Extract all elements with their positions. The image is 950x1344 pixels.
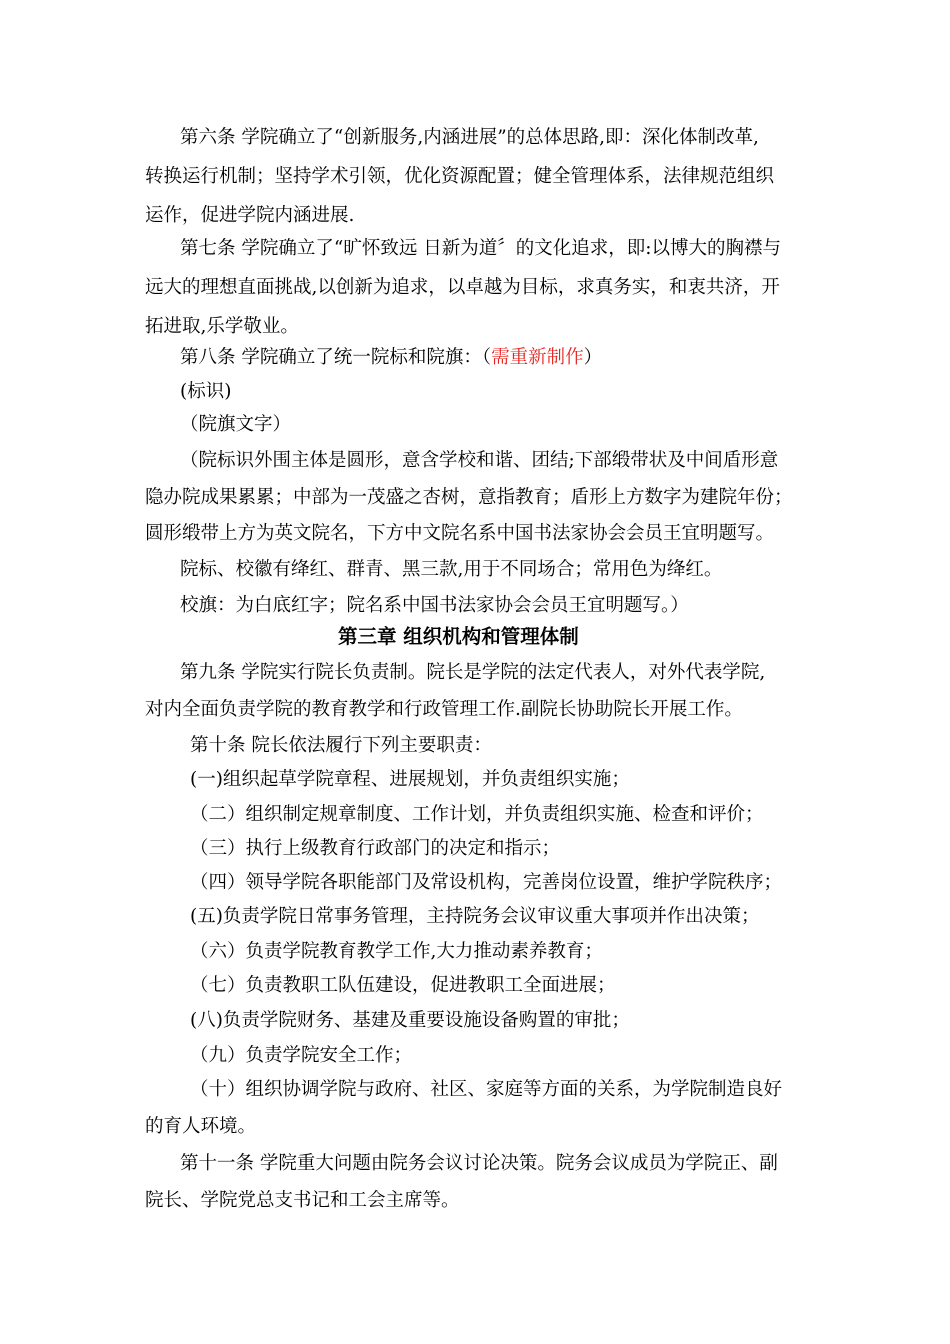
article-10-intro: 第十条 院长依法履行下列主要职责： (190, 735, 492, 756)
logo-colors-line: 院标、校徽有绛红、群青、黑三款,用于不同场合；常用色为绛红。 (180, 559, 723, 580)
article-8-close-paren: ） (583, 347, 603, 368)
flag-description-line: 校旗：为白底红字；院名系中国书法家协会会员王宜明题写。） (180, 595, 689, 616)
article-6-line-2: 转换运行机制；坚持学术引领，优化资源配置；健全管理体系，法律规范组织 (145, 166, 775, 187)
article-10-item-5: (五)负责学院日常事务管理，主持院务会议审议重大事项并作出决策； (190, 906, 760, 927)
article-10-item-4: （四）领导学院各职能部门及常设机构，完善岗位设置，维护学院秩序； (190, 872, 783, 893)
article-10-item-9: （九）负责学院安全工作； (190, 1045, 413, 1066)
article-9-line-1: 第九条 学院实行院长负责制。院长是学院的法定代表人，对外代表学院, (180, 662, 766, 683)
article-6-line-3: 运作，促进学院内涵进展. (145, 205, 355, 226)
article-9-line-2: 对内全面负责学院的教育教学和行政管理工作.副院长协助院长开展工作。 (145, 699, 743, 720)
article-7-line-3: 拓进取,乐学敬业。 (145, 316, 299, 337)
chapter-3-title: 第三章 组织机构和管理体制 (338, 625, 579, 648)
article-7-line-2: 远大的理想直面挑战,以创新为追求，以卓越为目标，求真务实，和衷共济，开 (145, 277, 780, 298)
article-6-line-1: 第六条 学院确立了“创新服务,内涵进展”的总体思路,即：深化体制改革, (180, 127, 759, 148)
article-10-item-10-cont: 的育人环境。 (145, 1116, 257, 1137)
article-10-item-3: （三）执行上级教育行政部门的决定和指示； (190, 838, 561, 859)
remake-note: 需重新制作 (491, 347, 584, 368)
logo-description-line-3: 圆形缎带上方为英文院名，下方中文院名系中国书法家协会会员王宜明题写。 (145, 523, 775, 544)
logo-label: (标识) (180, 381, 232, 402)
logo-description-line-2: 隐办院成果累累；中部为一茂盛之杏树，意指教育；盾形上方数字为建院年份； (145, 487, 793, 508)
article-10-item-1: (一)组织起草学院章程、进展规划，并负责组织实施； (190, 769, 630, 790)
article-10-item-7: （七）负责教职工队伍建设，促进教职工全面进展； (190, 975, 616, 996)
article-8-text: 第八条 学院确立了统一院标和院旗：（ (180, 347, 492, 368)
article-11-line-1: 第十一条 学院重大问题由院务会议讨论决策。院务会议成员为学院正、副 (180, 1153, 778, 1174)
article-10-item-2: （二）组织制定规章制度、工作计划，并负责组织实施、检查和评价； (190, 804, 764, 825)
article-11-line-2: 院长、学院党总支书记和工会主席等。 (145, 1190, 460, 1211)
logo-description-line-1: （院标识外围主体是圆形，意含学校和谐、团结;下部缎带状及中间盾形意 (180, 450, 779, 471)
flag-label: （院旗文字） (180, 414, 292, 435)
article-10-item-8: (八)负责学院财务、基建及重要设施设备购置的审批； (190, 1010, 630, 1031)
article-8-line (180, 346, 602, 370)
article-7-line-1: 第七条 学院确立了“旷怀致远 日新为道〞的文化追求，即:以博大的胸襟与 (180, 238, 781, 259)
article-10-item-10: （十）组织协调学院与政府、社区、家庭等方面的关系，为学院制造良好 (190, 1079, 783, 1100)
article-10-item-6: （六）负责学院教育教学工作,大力推动素养教育； (190, 941, 603, 962)
